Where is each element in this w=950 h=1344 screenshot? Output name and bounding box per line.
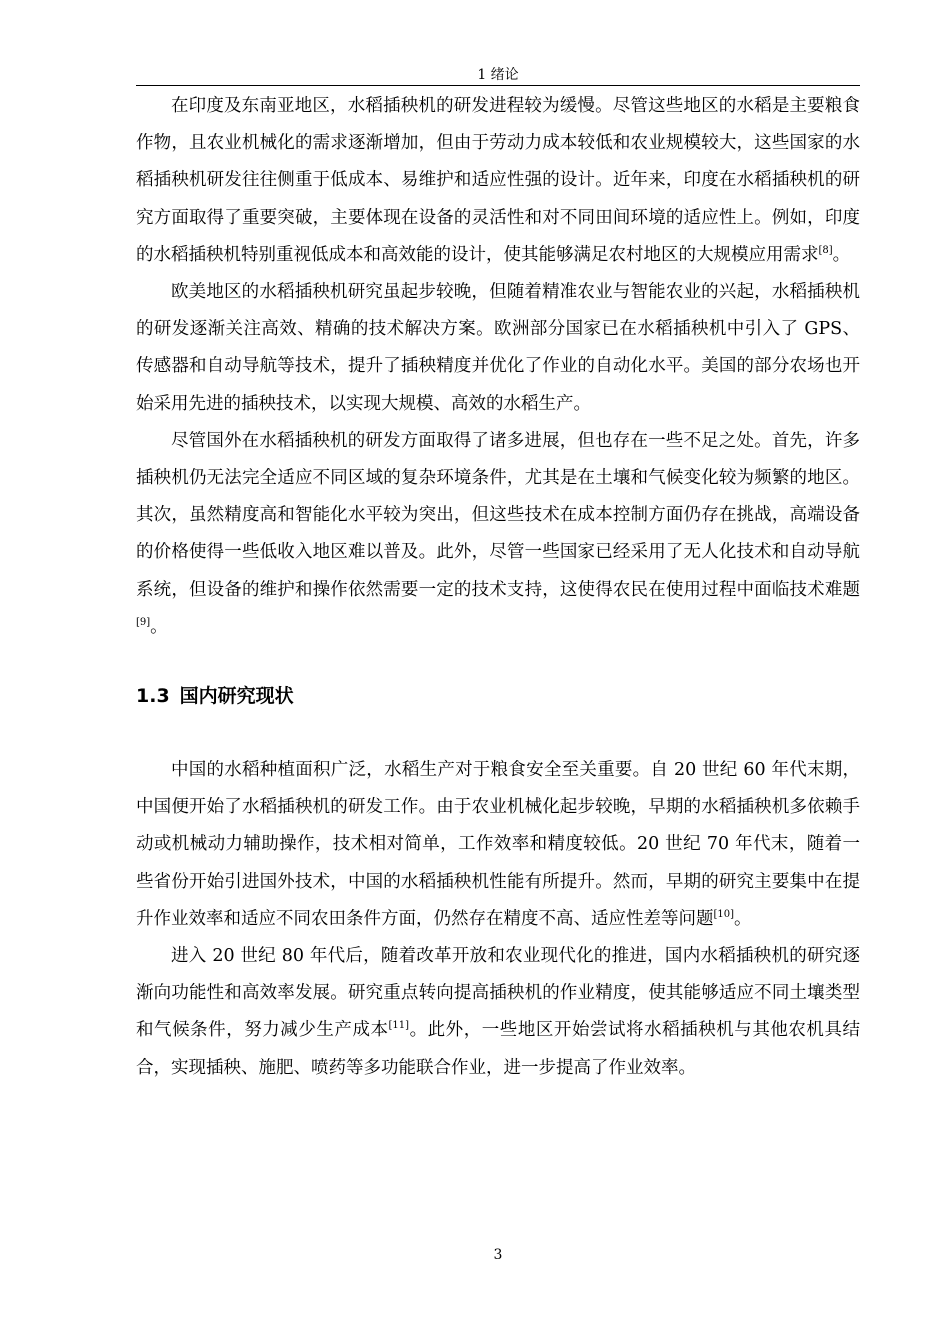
paragraph-text: 欧美地区的水稻插秧机研究虽起步较晚，但随着精准农业与智能农业的兴起，水稻插秧机的研发逐渐关注高效、精确的技术解决方案。欧洲部分国家已在水稻插秧机中引入了 GPS、传感器和自动导航等技术，提升了插秧精度并优化了作业的自动化水平。美国的部分农场也开始采用先进的插秧技术，以实现大规模、高效的水稻生产。 [136,282,860,414]
page-number: 3 [493,1247,503,1263]
body-text [136,88,860,1087]
citation-8: [8] [818,244,833,256]
paragraph-text: 在印度及东南亚地区，水稻插秧机的研发进程较为缓慢。尽管这些地区的水稻是主要粮食作物，且农业机械化的需求逐渐增加，但由于劳动力成本较低和农业规模较大，这些国家的水稻插秧机研发往往侧重于低成本、易维护和适应性强的设计。近年来，印度在水稻插秧机的研究方面取得了重要突破，主要体现在设备的灵活性和对不同田间环境的适应性上。例如，印度的水稻插秧机特别重视低成本和高效能的设计，使其能够满足农村地区的大规模应用需求 [136,96,860,265]
paragraph-europe-america [136,274,860,423]
section-title: 国内研究现状 [179,685,294,708]
citation-10: [10] [713,909,735,921]
paragraph-end: 。此外，一些地区开始尝试将水稻插秧机与其他农机具结合，实现插秧、施肥、喷药等多功能联合作业，进一步提高了作业效率。 [136,1020,861,1078]
paragraph-text: 尽管国外在水稻插秧机的研发方面取得了诸多进展，但也存在一些不足之处。首先，许多插秧机仍无法完全适应不同区域的复杂环境条件，尤其是在土壤和气候变化较为频繁的地区。其次，虽然精度高和智能化水平较为突出，但这些技术在成本控制方面仍存在挑战，高端设备的价格使得一些低收入地区难以普及。此外，尽管一些国家已经采用了无人化技术和自动导航系统，但设备的维护和操作依然需要一定的技术支持，这使得农民在使用过程中面临技术难题 [136,430,860,600]
paragraph-china-1980s [136,938,860,1087]
paragraph-shortcomings [136,423,860,646]
paragraph-china-early [136,752,860,938]
paragraph-southeast-asia [136,88,860,274]
section-number: 1.3 [136,685,170,708]
header-rule [136,85,860,86]
paragraph-text: 中国的水稻种植面积广泛，水稻生产对于粮食安全至关重要。自 20 世纪 60 年代末期，中国便开始了水稻插秧机的研发工作。由于农业机械化起步较晚，早期的水稻插秧机多依赖手动或机械动力辅助操作，技术相对简单，工作效率和精度较低。20 世纪 70 年代末，随着一些省份开始引进国外技术，中国的水稻插秧机性能有所提升。然而，早期的研究主要集中在提升作业效率和适应不同农田条件方面，仍然存在精度不高、适应性差等问题 [136,760,860,929]
running-header: 1 绪论 [477,67,519,83]
paragraph-text: 进入 20 世纪 80 年代后，随着改革开放和农业现代化的推进，国内水稻插秧机的研究逐渐向功能性和高效率发展。研究重点转向提高插秧机的作业精度，使其能够适应不同土壤类型和气候条件，努力减少生产成本 [136,946,860,1041]
paragraph-end: 。 [832,244,851,265]
citation-11: [11] [388,1020,410,1032]
section-heading [136,648,860,744]
citation-9: [9] [136,617,151,629]
paragraph-end: 。 [734,908,752,929]
paragraph-end: 。 [150,616,168,637]
